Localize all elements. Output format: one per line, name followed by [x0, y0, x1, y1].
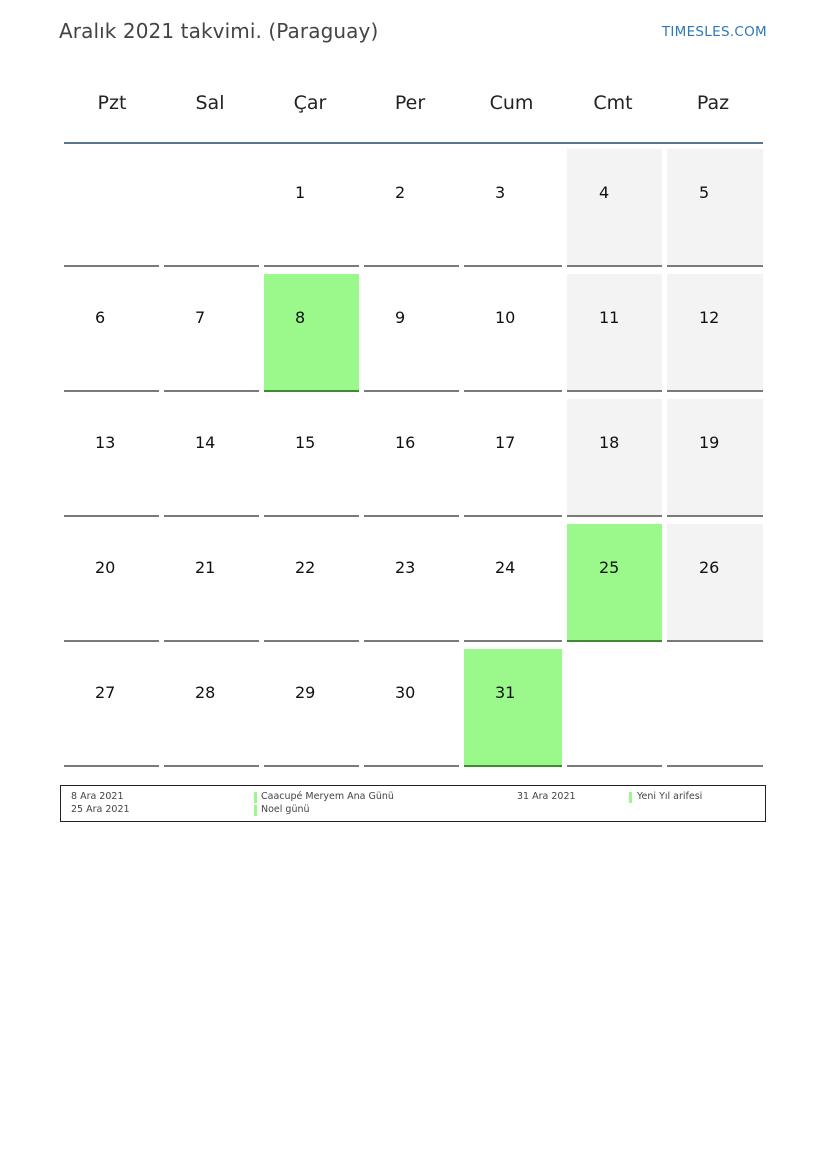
- day-cell[interactable]: [667, 274, 763, 392]
- day-number: 16: [395, 433, 416, 452]
- calendar-grid: [64, 70, 763, 769]
- day-cell[interactable]: [667, 524, 763, 642]
- day-number: 13: [95, 433, 116, 452]
- weekday-label: Paz: [696, 92, 730, 114]
- day-number: 25: [599, 558, 620, 577]
- day-number: 6: [95, 308, 106, 327]
- day-number: 2: [395, 183, 406, 202]
- empty-day-cell: [164, 149, 259, 267]
- day-number: 31: [495, 683, 516, 702]
- day-number: 5: [699, 183, 710, 202]
- day-number: 19: [699, 433, 720, 452]
- day-cell[interactable]: [264, 649, 359, 767]
- day-number: 24: [495, 558, 516, 577]
- legend-date: 25 Ara 2021: [71, 804, 130, 815]
- day-cell[interactable]: [364, 274, 459, 392]
- day-number: 29: [295, 683, 316, 702]
- day-cell[interactable]: [567, 399, 662, 517]
- empty-day-cell: [64, 149, 159, 267]
- day-cell[interactable]: [264, 524, 359, 642]
- day-number: 28: [195, 683, 216, 702]
- empty-day-cell: [567, 649, 662, 767]
- day-number: 30: [395, 683, 416, 702]
- weekday-label: Sal: [195, 92, 225, 114]
- weeks-container: [64, 144, 763, 769]
- brand-link[interactable]: TIMESLES.COM: [661, 24, 767, 40]
- day-cell[interactable]: [464, 524, 562, 642]
- day-number: 9: [395, 308, 406, 327]
- legend-holiday-name: Noel günü: [261, 804, 310, 815]
- day-cell[interactable]: [667, 399, 763, 517]
- day-cell[interactable]: [64, 524, 159, 642]
- day-cell[interactable]: [464, 399, 562, 517]
- weekday-label: Cmt: [593, 92, 633, 114]
- day-cell[interactable]: [64, 399, 159, 517]
- day-cell[interactable]: [364, 149, 459, 267]
- holiday-day-cell[interactable]: [464, 649, 562, 767]
- day-cell[interactable]: [164, 274, 259, 392]
- day-cell[interactable]: [64, 274, 159, 392]
- weekday-label: Pzt: [97, 92, 127, 114]
- day-cell[interactable]: [264, 399, 359, 517]
- legend-color-marker: [254, 805, 257, 816]
- day-number: 14: [195, 433, 216, 452]
- day-number: 7: [195, 308, 206, 327]
- day-number: 17: [495, 433, 516, 452]
- day-cell[interactable]: [364, 399, 459, 517]
- day-cell[interactable]: [264, 149, 359, 267]
- legend-holiday-name: Caacupé Meryem Ana Günü: [261, 791, 394, 802]
- day-number: 3: [495, 183, 506, 202]
- day-number: 11: [599, 308, 620, 327]
- weekday-header: [64, 70, 763, 144]
- day-cell[interactable]: [64, 649, 159, 767]
- day-number: 23: [395, 558, 416, 577]
- legend-color-marker: [254, 792, 257, 803]
- legend-date: 31 Ara 2021: [517, 791, 576, 802]
- day-number: 8: [295, 308, 306, 327]
- day-cell[interactable]: [667, 149, 763, 267]
- weekday-label: Cum: [489, 92, 534, 114]
- weekday-label: Per: [394, 92, 426, 114]
- day-cell[interactable]: [164, 399, 259, 517]
- day-cell[interactable]: [364, 649, 459, 767]
- day-number: 10: [495, 308, 516, 327]
- empty-day-cell: [667, 649, 763, 767]
- legend-holiday-name: Yeni Yıl arifesi: [637, 791, 703, 802]
- day-number: 27: [95, 683, 116, 702]
- day-number: 20: [95, 558, 116, 577]
- day-number: 4: [599, 183, 610, 202]
- day-number: 12: [699, 308, 720, 327]
- legend-color-marker: [629, 792, 632, 803]
- day-cell[interactable]: [164, 524, 259, 642]
- day-cell[interactable]: [364, 524, 459, 642]
- weekday-label: Çar: [293, 92, 327, 114]
- legend-date: 8 Ara 2021: [71, 791, 124, 802]
- week-row: [64, 269, 763, 394]
- day-number: 21: [195, 558, 216, 577]
- day-cell[interactable]: [464, 274, 562, 392]
- week-row: [64, 144, 763, 269]
- day-number: 22: [295, 558, 316, 577]
- day-number: 26: [699, 558, 720, 577]
- holiday-day-cell[interactable]: [264, 274, 359, 392]
- week-row: [64, 644, 763, 769]
- day-number: 1: [295, 183, 306, 202]
- day-number: 15: [295, 433, 316, 452]
- week-row: [64, 394, 763, 519]
- day-cell[interactable]: [164, 649, 259, 767]
- week-row: [64, 519, 763, 644]
- day-cell[interactable]: [567, 149, 662, 267]
- page-title: Aralık 2021 takvimi. (Paraguay): [59, 19, 379, 43]
- holiday-day-cell[interactable]: [567, 524, 662, 642]
- holiday-legend: [60, 785, 766, 822]
- day-number: 18: [599, 433, 620, 452]
- day-cell[interactable]: [567, 274, 662, 392]
- day-cell[interactable]: [464, 149, 562, 267]
